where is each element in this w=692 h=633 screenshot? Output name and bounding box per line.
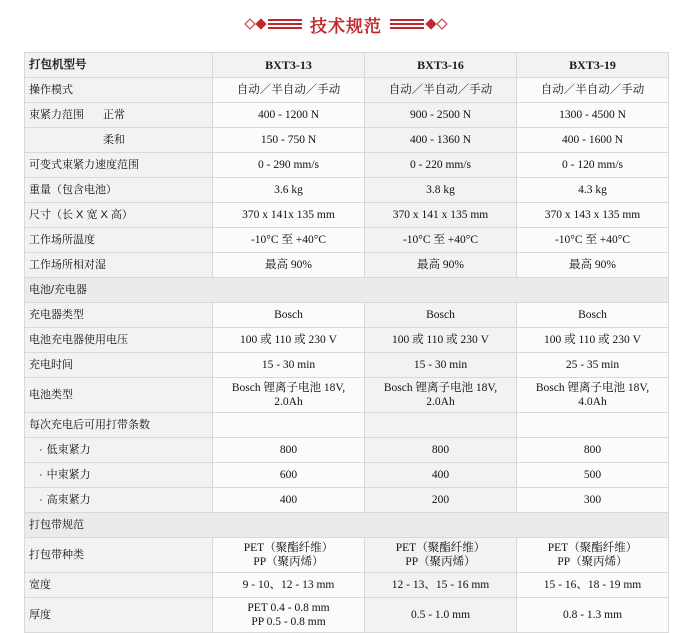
cell-value bbox=[365, 413, 517, 438]
table-row bbox=[25, 598, 669, 633]
table-row bbox=[25, 103, 669, 128]
cell-value: PET 0.4 - 0.8 mm PP 0.5 - 0.8 mm bbox=[213, 598, 365, 633]
cell-value: 12 - 13、15 - 16 mm bbox=[365, 573, 517, 598]
cell-value: 25 - 35 min bbox=[517, 353, 669, 378]
cell-value: 900 - 2500 N bbox=[365, 103, 517, 128]
cell-value: 400 bbox=[213, 488, 365, 513]
cell-value: 0.5 - 1.0 mm bbox=[365, 598, 517, 633]
cell-value: PET（聚酯纤维） PP（聚丙烯） bbox=[365, 538, 517, 573]
table-row bbox=[25, 328, 669, 353]
section-header: 电池/充电器 bbox=[25, 278, 669, 303]
row-label: 尺寸（长 X 宽 X 高） bbox=[25, 203, 213, 228]
row-label: 每次充电后可用打带条数 bbox=[25, 413, 213, 438]
row-label: 充电器类型 bbox=[25, 303, 213, 328]
cell-value: 15 - 30 min bbox=[213, 353, 365, 378]
table-row bbox=[25, 513, 669, 538]
table-row bbox=[25, 253, 669, 278]
row-label: 柔和 bbox=[25, 128, 213, 153]
table-row bbox=[25, 203, 669, 228]
spec-table bbox=[24, 52, 669, 633]
row-label: 束紧力范围 正常 bbox=[25, 103, 213, 128]
cell-value: Bosch 锂离子电池 18V, 2.0Ah bbox=[213, 378, 365, 413]
row-label: 厚度 bbox=[25, 598, 213, 633]
cell-value: PET（聚酯纤维） PP（聚丙烯） bbox=[213, 538, 365, 573]
cell-value: 1300 - 4500 N bbox=[517, 103, 669, 128]
title-ornament-left bbox=[246, 19, 302, 29]
cell-value: 最高 90% bbox=[365, 253, 517, 278]
cell-value: 800 bbox=[517, 438, 669, 463]
row-label: 电池充电器使用电压 bbox=[25, 328, 213, 353]
table-row bbox=[25, 463, 669, 488]
table-row bbox=[25, 153, 669, 178]
cell-value: 9 - 10、12 - 13 mm bbox=[213, 573, 365, 598]
table-row bbox=[25, 53, 669, 78]
row-label: · 低束紧力 bbox=[25, 438, 213, 463]
cell-value: 自动／半自动／手动 bbox=[213, 78, 365, 103]
cell-value: 15 - 16、18 - 19 mm bbox=[517, 573, 669, 598]
cell-value: 800 bbox=[213, 438, 365, 463]
cell-value bbox=[213, 413, 365, 438]
table-row bbox=[25, 538, 669, 573]
cell-value: -10°C 至 +40°C bbox=[213, 228, 365, 253]
diamond-icon bbox=[255, 18, 266, 29]
diamond-icon bbox=[244, 18, 255, 29]
cell-value: Bosch 锂离子电池 18V, 2.0Ah bbox=[365, 378, 517, 413]
cell-value: 400 - 1200 N bbox=[213, 103, 365, 128]
cell-value: 0 - 220 mm/s bbox=[365, 153, 517, 178]
table-row bbox=[25, 413, 669, 438]
cell-value: Bosch bbox=[365, 303, 517, 328]
table-row bbox=[25, 438, 669, 463]
cell-value: 370 x 141x 135 mm bbox=[213, 203, 365, 228]
model-header-1: BXT3-13 bbox=[213, 53, 365, 78]
cell-value: 370 x 141 x 135 mm bbox=[365, 203, 517, 228]
cell-value: 最高 90% bbox=[213, 253, 365, 278]
cell-value: Bosch bbox=[213, 303, 365, 328]
row-label: · 中束紧力 bbox=[25, 463, 213, 488]
cell-value: 0 - 120 mm/s bbox=[517, 153, 669, 178]
title-ornament-right bbox=[390, 19, 446, 29]
table-row bbox=[25, 378, 669, 413]
cell-value: 3.8 kg bbox=[365, 178, 517, 203]
table-row bbox=[25, 78, 669, 103]
row-label: 宽度 bbox=[25, 573, 213, 598]
row-label: 电池类型 bbox=[25, 378, 213, 413]
page-title-bar bbox=[0, 4, 692, 44]
diamond-icon bbox=[425, 18, 436, 29]
cell-value: 100 或 110 或 230 V bbox=[365, 328, 517, 353]
cell-value: 400 - 1600 N bbox=[517, 128, 669, 153]
cell-value: Bosch 锂离子电池 18V, 4.0Ah bbox=[517, 378, 669, 413]
section-header: 打包带规范 bbox=[25, 513, 669, 538]
table-row bbox=[25, 573, 669, 598]
cell-value: 自动／半自动／手动 bbox=[517, 78, 669, 103]
cell-value: 0.8 - 1.3 mm bbox=[517, 598, 669, 633]
spec-table-body bbox=[25, 53, 669, 633]
cell-value: 400 - 1360 N bbox=[365, 128, 517, 153]
cell-value: 370 x 143 x 135 mm bbox=[517, 203, 669, 228]
page-title: 技术规范 bbox=[310, 16, 382, 36]
table-row bbox=[25, 278, 669, 303]
spec-table-wrapper bbox=[24, 52, 668, 633]
row-label: · 高束紧力 bbox=[25, 488, 213, 513]
cell-value: 100 或 110 或 230 V bbox=[213, 328, 365, 353]
cell-value: 800 bbox=[365, 438, 517, 463]
row-label: 操作模式 bbox=[25, 78, 213, 103]
cell-value: 100 或 110 或 230 V bbox=[517, 328, 669, 353]
table-row bbox=[25, 488, 669, 513]
row-label: 充电时间 bbox=[25, 353, 213, 378]
cell-value: PET（聚酯纤维） PP（聚丙烯） bbox=[517, 538, 669, 573]
cell-value: 15 - 30 min bbox=[365, 353, 517, 378]
table-row bbox=[25, 178, 669, 203]
table-row bbox=[25, 303, 669, 328]
table-row bbox=[25, 128, 669, 153]
cell-value: 150 - 750 N bbox=[213, 128, 365, 153]
cell-value bbox=[517, 413, 669, 438]
table-row bbox=[25, 353, 669, 378]
model-header-2: BXT3-16 bbox=[365, 53, 517, 78]
row-label: 重量（包含电池） bbox=[25, 178, 213, 203]
cell-value: 最高 90% bbox=[517, 253, 669, 278]
model-header-3: BXT3-19 bbox=[517, 53, 669, 78]
column-header-label: 打包机型号 bbox=[25, 53, 213, 78]
cell-value: 200 bbox=[365, 488, 517, 513]
row-label: 工作场所相对湿 bbox=[25, 253, 213, 278]
cell-value: 600 bbox=[213, 463, 365, 488]
cell-value: 3.6 kg bbox=[213, 178, 365, 203]
cell-value: 自动／半自动／手动 bbox=[365, 78, 517, 103]
table-row bbox=[25, 228, 669, 253]
cell-value: 300 bbox=[517, 488, 669, 513]
cell-value: -10°C 至 +40°C bbox=[517, 228, 669, 253]
cell-value: 4.3 kg bbox=[517, 178, 669, 203]
cell-value: Bosch bbox=[517, 303, 669, 328]
row-label: 打包带种类 bbox=[25, 538, 213, 573]
row-label: 工作场所温度 bbox=[25, 228, 213, 253]
diamond-icon bbox=[436, 18, 447, 29]
cell-value: 400 bbox=[365, 463, 517, 488]
cell-value: 0 - 290 mm/s bbox=[213, 153, 365, 178]
bars-icon bbox=[268, 19, 302, 29]
cell-value: -10°C 至 +40°C bbox=[365, 228, 517, 253]
bars-icon bbox=[390, 19, 424, 29]
row-label: 可变式束紧力速度范围 bbox=[25, 153, 213, 178]
cell-value: 500 bbox=[517, 463, 669, 488]
